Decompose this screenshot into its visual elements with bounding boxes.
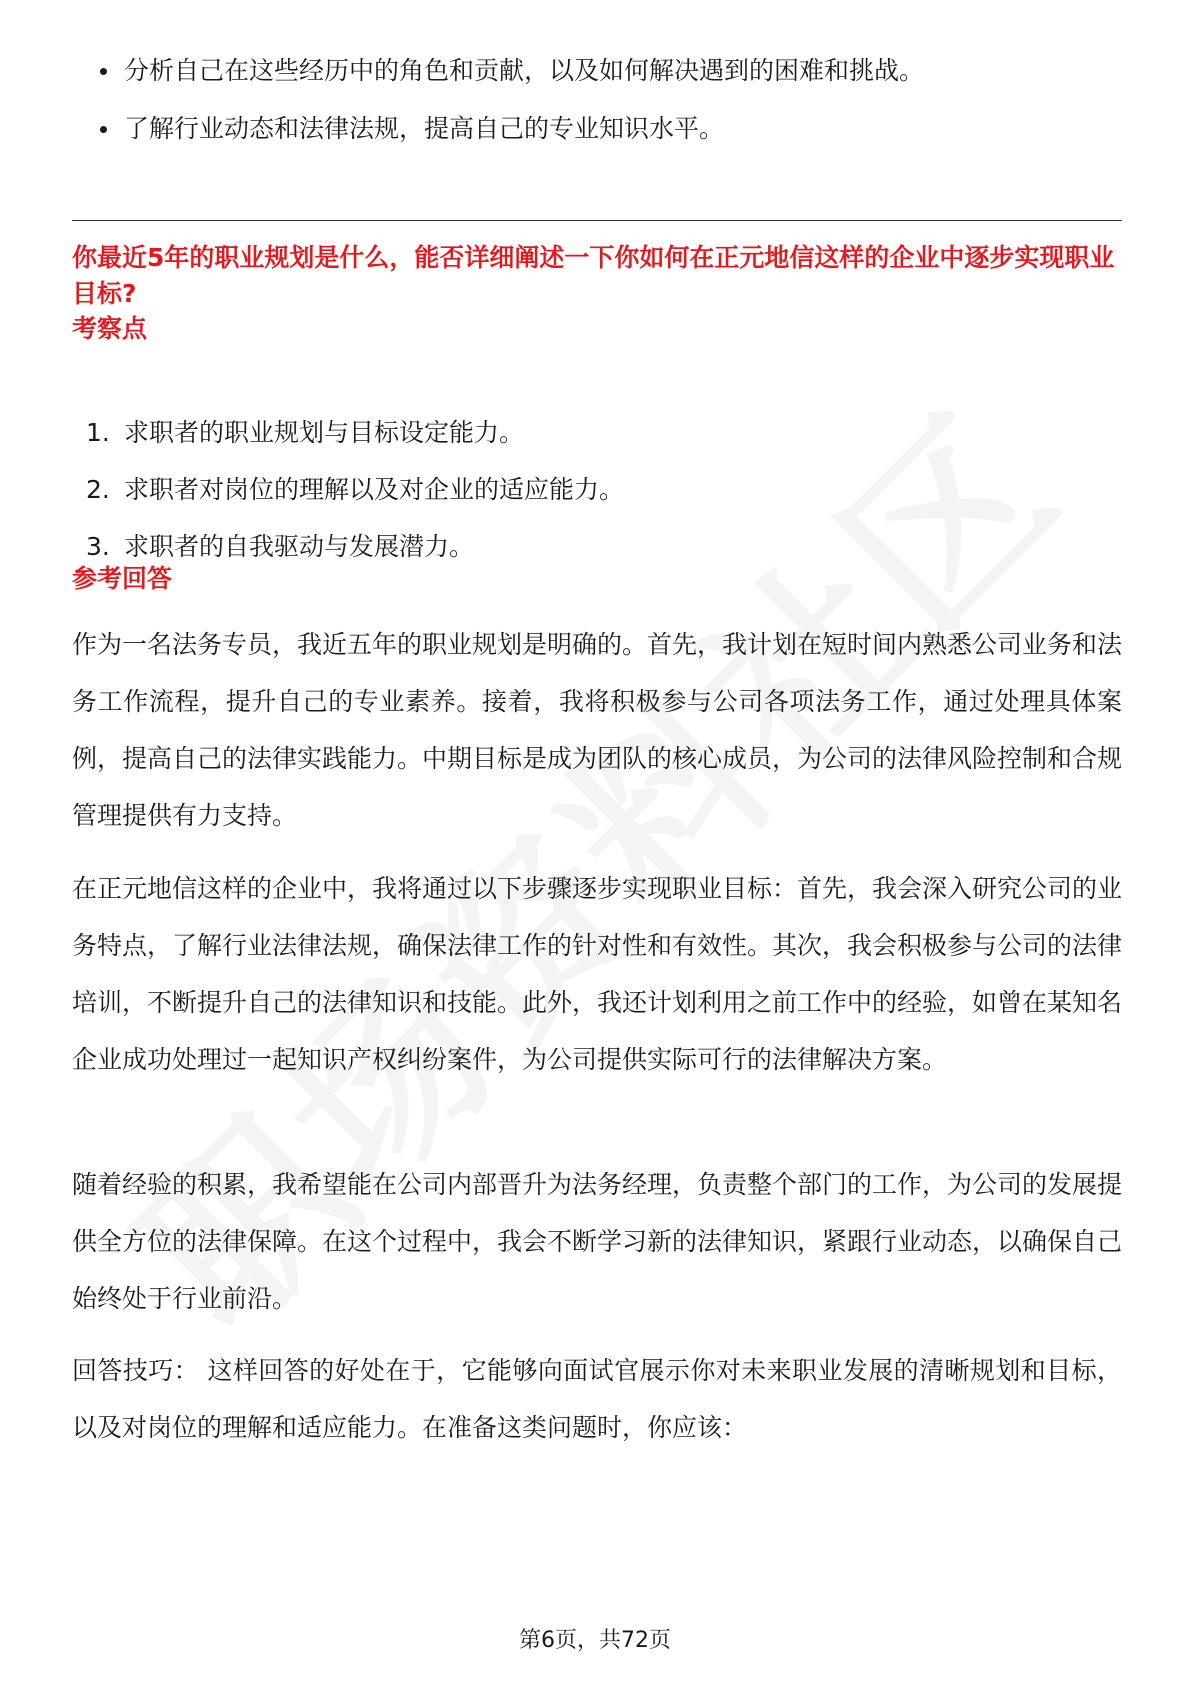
list-item: 了解行业动态和法律法规，提高自己的专业知识水平。 (72, 114, 1122, 172)
answer-paragraph: 在正元地信这样的企业中，我将通过以下步骤逐步实现职业目标：首先，我会深入研究公司的业务特点，了解行业法律法规，确保法律工作的针对性和有效性。其次，我会积极参与公司的法律培训，不断提升自己的法律知识和技能。此外，我还计划利用之前工作中的经验，如曾在某知名企业成功处理过一起知识产权纠纷案件，为公司提供实际可行的法律解决方案。 (72, 874, 1123, 1074)
list-item (72, 418, 1122, 475)
answer-paragraph: 作为一名法务专员，我近五年的职业规划是明确的。首先，我计划在短时间内熟悉公司业务和法务工作流程，提升自己的专业素养。接着，我将积极参与公司各项法务工作，通过处理具体案例，提高自己的法律实践能力。中期目标是成为团队的核心成员，为公司的法律风险控制和合规管理提供有力支持。 (72, 630, 1123, 830)
bullet-list (72, 56, 1122, 172)
question-heading: 你最近5年的职业规划是什么，能否详细阐述一下你如何在正元地信这样的企业中逐步实现职业目标? (72, 243, 1115, 308)
item-number: 1. (86, 418, 110, 447)
answer-tips-paragraph: 回答技巧： 这样回答的好处在于，它能够向面试官展示你对未来职业发展的清晰规划和目标，以及对岗位的理解和适应能力。在准备这类问题时，你应该： (72, 1356, 1122, 1442)
assessment-list (72, 418, 1122, 589)
item-text: 求职者对岗位的理解以及对企业的适应能力。 (124, 475, 625, 504)
page-number: 第6页，共72页 (519, 1628, 671, 1653)
list-item (72, 532, 1122, 589)
item-number: 2. (86, 475, 110, 504)
section-divider (72, 220, 1122, 221)
item-text: 求职者的职业规划与目标设定能力。 (124, 418, 525, 447)
assessment-title: 考察点 (72, 314, 148, 343)
item-text: 求职者的自我驱动与发展潜力。 (124, 532, 475, 561)
item-number: 3. (86, 532, 110, 561)
list-item (72, 475, 1122, 532)
answer-paragraph: 随着经验的积累，我希望能在公司内部晋升为法务经理，负责整个部门的工作，为公司的发展提供全方位的法律保障。在这个过程中，我会不断学习新的法律知识，紧跟行业动态，以确保自己始终处于行业前沿。 (72, 1170, 1123, 1313)
answer-title: 参考回答 (72, 564, 173, 593)
list-item: 分析自己在这些经历中的角色和贡献，以及如何解决遇到的困难和挑战。 (72, 56, 1122, 114)
